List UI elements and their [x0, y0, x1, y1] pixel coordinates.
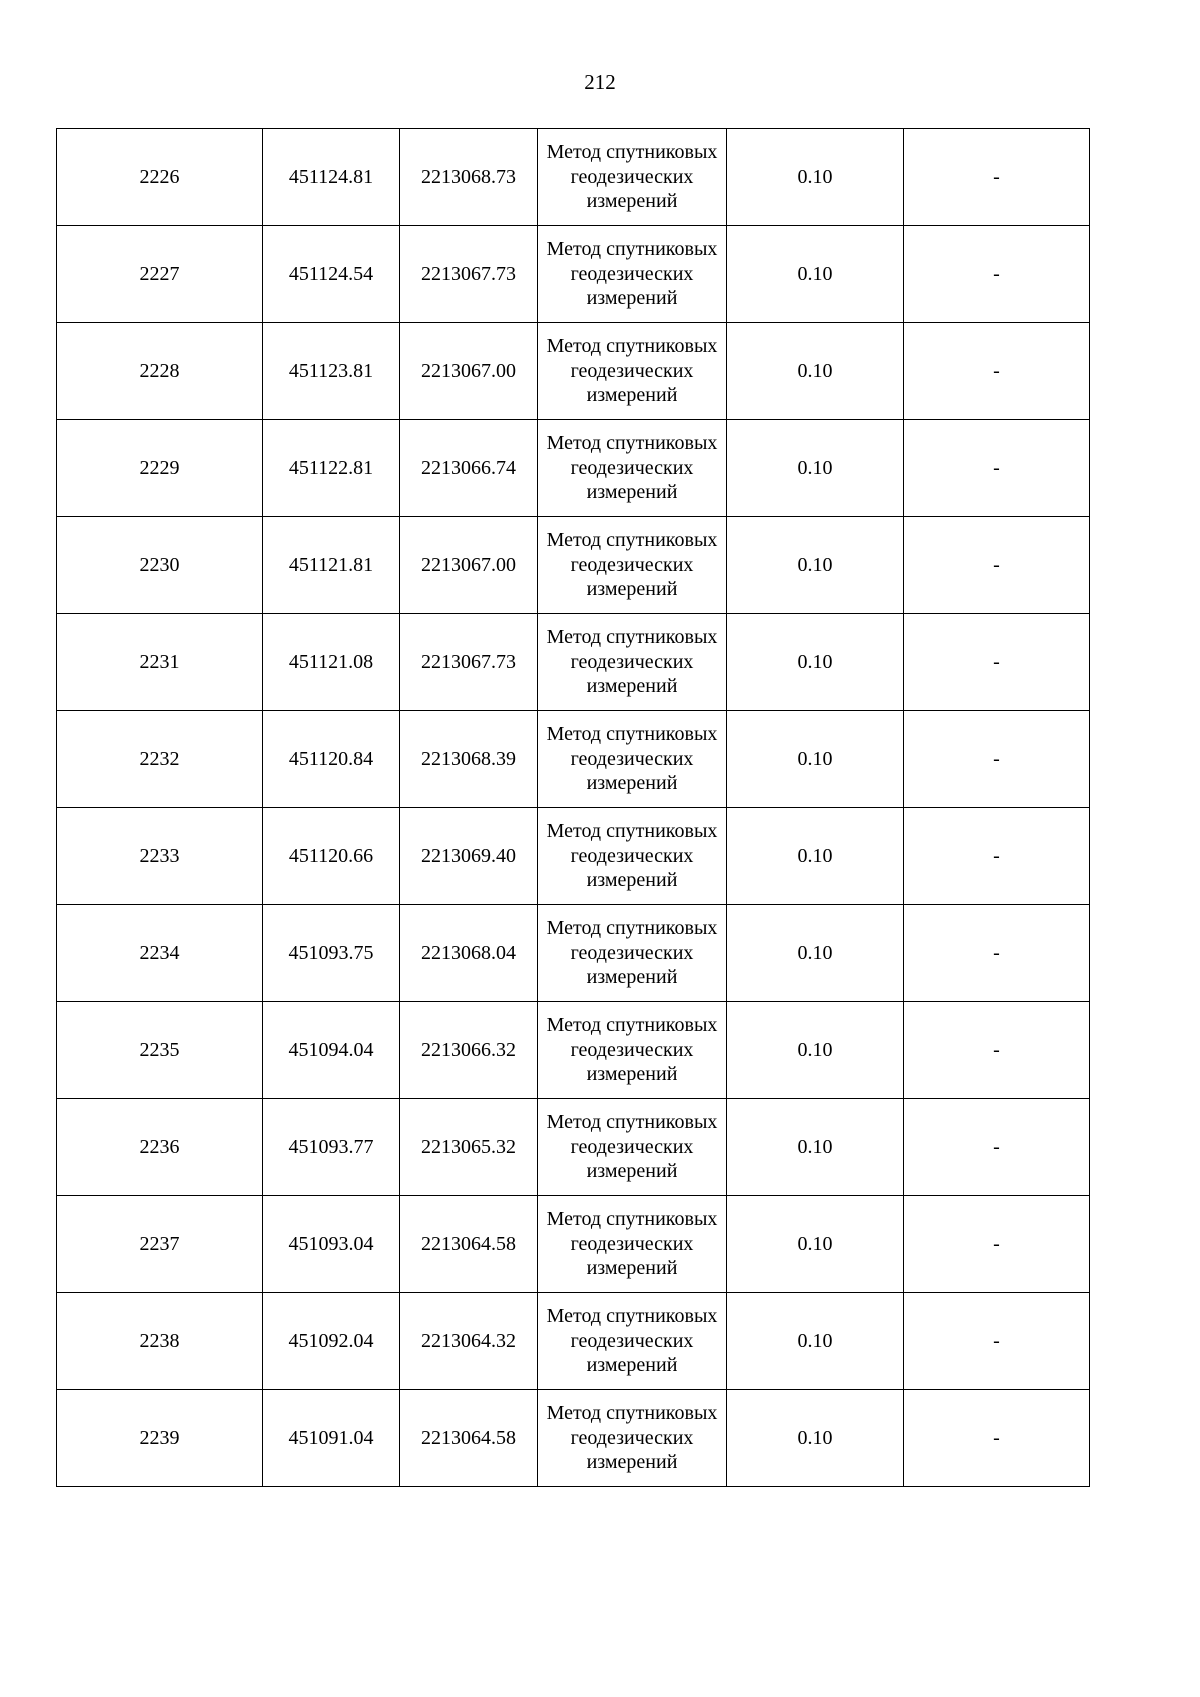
- point-number-cell: 2227: [57, 226, 263, 323]
- y-coordinate-cell: 2213067.73: [400, 226, 538, 323]
- extra-cell: -: [904, 129, 1090, 226]
- y-coordinate-cell: 2213067.73: [400, 614, 538, 711]
- point-number-cell: 2230: [57, 517, 263, 614]
- extra-cell: -: [904, 1196, 1090, 1293]
- y-coordinate-cell: 2213065.32: [400, 1099, 538, 1196]
- method-cell: Метод спутниковых геодезических измерений: [538, 1002, 727, 1099]
- table-row: [57, 226, 1090, 323]
- table-row: [57, 1099, 1090, 1196]
- point-number-cell: 2233: [57, 808, 263, 905]
- y-coordinate-cell: 2213064.32: [400, 1293, 538, 1390]
- accuracy-cell: 0.10: [727, 1002, 904, 1099]
- method-cell: Метод спутниковых геодезических измерений: [538, 129, 727, 226]
- method-cell: Метод спутниковых геодезических измерений: [538, 905, 727, 1002]
- point-number-cell: 2234: [57, 905, 263, 1002]
- method-cell: Метод спутниковых геодезических измерений: [538, 614, 727, 711]
- x-coordinate-cell: 451124.54: [263, 226, 400, 323]
- y-coordinate-cell: 2213068.73: [400, 129, 538, 226]
- accuracy-cell: 0.10: [727, 1196, 904, 1293]
- method-cell: Метод спутниковых геодезических измерений: [538, 1196, 727, 1293]
- y-coordinate-cell: 2213067.00: [400, 517, 538, 614]
- method-cell: Метод спутниковых геодезических измерений: [538, 1099, 727, 1196]
- accuracy-cell: 0.10: [727, 420, 904, 517]
- page-number: 212: [584, 70, 616, 94]
- method-cell: Метод спутниковых геодезических измерений: [538, 420, 727, 517]
- extra-cell: -: [904, 1099, 1090, 1196]
- extra-cell: -: [904, 614, 1090, 711]
- point-number-cell: 2235: [57, 1002, 263, 1099]
- y-coordinate-cell: 2213066.32: [400, 1002, 538, 1099]
- point-number-cell: 2226: [57, 129, 263, 226]
- extra-cell: -: [904, 1293, 1090, 1390]
- x-coordinate-cell: 451120.66: [263, 808, 400, 905]
- table-row: [57, 323, 1090, 420]
- point-number-cell: 2236: [57, 1099, 263, 1196]
- x-coordinate-cell: 451093.77: [263, 1099, 400, 1196]
- table-row: [57, 129, 1090, 226]
- coordinates-table: [56, 128, 1090, 1487]
- accuracy-cell: 0.10: [727, 614, 904, 711]
- method-cell: Метод спутниковых геодезических измерений: [538, 517, 727, 614]
- x-coordinate-cell: 451092.04: [263, 1293, 400, 1390]
- x-coordinate-cell: 451093.75: [263, 905, 400, 1002]
- x-coordinate-cell: 451120.84: [263, 711, 400, 808]
- extra-cell: -: [904, 1002, 1090, 1099]
- extra-cell: -: [904, 517, 1090, 614]
- point-number-cell: 2232: [57, 711, 263, 808]
- x-coordinate-cell: 451121.08: [263, 614, 400, 711]
- table-row: [57, 1390, 1090, 1487]
- accuracy-cell: 0.10: [727, 323, 904, 420]
- point-number-cell: 2239: [57, 1390, 263, 1487]
- accuracy-cell: 0.10: [727, 711, 904, 808]
- extra-cell: -: [904, 1390, 1090, 1487]
- table-row: [57, 1293, 1090, 1390]
- point-number-cell: 2238: [57, 1293, 263, 1390]
- y-coordinate-cell: 2213069.40: [400, 808, 538, 905]
- accuracy-cell: 0.10: [727, 129, 904, 226]
- point-number-cell: 2228: [57, 323, 263, 420]
- extra-cell: -: [904, 226, 1090, 323]
- accuracy-cell: 0.10: [727, 226, 904, 323]
- method-cell: Метод спутниковых геодезических измерений: [538, 226, 727, 323]
- method-cell: Метод спутниковых геодезических измерений: [538, 1390, 727, 1487]
- table-row: [57, 808, 1090, 905]
- table-row: [57, 420, 1090, 517]
- extra-cell: -: [904, 808, 1090, 905]
- accuracy-cell: 0.10: [727, 1099, 904, 1196]
- y-coordinate-cell: 2213064.58: [400, 1390, 538, 1487]
- method-cell: Метод спутниковых геодезических измерений: [538, 323, 727, 420]
- point-number-cell: 2231: [57, 614, 263, 711]
- method-cell: Метод спутниковых геодезических измерений: [538, 711, 727, 808]
- table-row: [57, 711, 1090, 808]
- accuracy-cell: 0.10: [727, 905, 904, 1002]
- x-coordinate-cell: 451093.04: [263, 1196, 400, 1293]
- extra-cell: -: [904, 711, 1090, 808]
- extra-cell: -: [904, 905, 1090, 1002]
- table-row: [57, 517, 1090, 614]
- x-coordinate-cell: 451091.04: [263, 1390, 400, 1487]
- x-coordinate-cell: 451121.81: [263, 517, 400, 614]
- extra-cell: -: [904, 323, 1090, 420]
- x-coordinate-cell: 451124.81: [263, 129, 400, 226]
- table-row: [57, 1196, 1090, 1293]
- x-coordinate-cell: 451094.04: [263, 1002, 400, 1099]
- table-row: [57, 1002, 1090, 1099]
- method-cell: Метод спутниковых геодезических измерений: [538, 1293, 727, 1390]
- point-number-cell: 2229: [57, 420, 263, 517]
- method-cell: Метод спутниковых геодезических измерений: [538, 808, 727, 905]
- x-coordinate-cell: 451123.81: [263, 323, 400, 420]
- point-number-cell: 2237: [57, 1196, 263, 1293]
- accuracy-cell: 0.10: [727, 1293, 904, 1390]
- extra-cell: -: [904, 420, 1090, 517]
- y-coordinate-cell: 2213068.39: [400, 711, 538, 808]
- y-coordinate-cell: 2213068.04: [400, 905, 538, 1002]
- y-coordinate-cell: 2213067.00: [400, 323, 538, 420]
- table-row: [57, 905, 1090, 1002]
- y-coordinate-cell: 2213066.74: [400, 420, 538, 517]
- accuracy-cell: 0.10: [727, 517, 904, 614]
- coordinates-table-body: [57, 129, 1090, 1487]
- table-row: [57, 614, 1090, 711]
- accuracy-cell: 0.10: [727, 808, 904, 905]
- accuracy-cell: 0.10: [727, 1390, 904, 1487]
- x-coordinate-cell: 451122.81: [263, 420, 400, 517]
- y-coordinate-cell: 2213064.58: [400, 1196, 538, 1293]
